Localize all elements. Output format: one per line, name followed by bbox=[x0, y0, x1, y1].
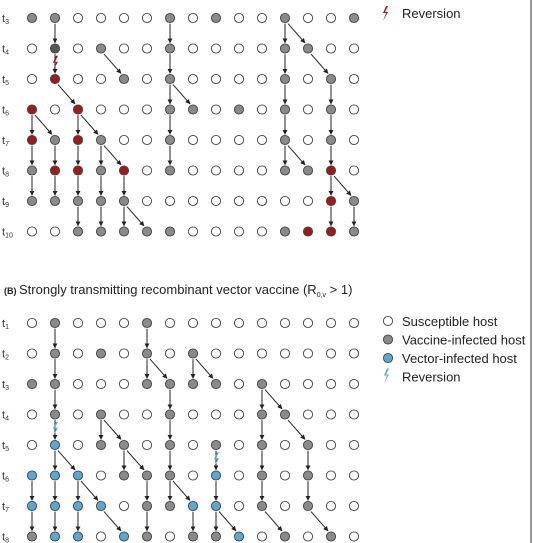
panel-a-host-node bbox=[96, 105, 105, 114]
panel-a-arrow bbox=[58, 85, 75, 104]
panel-a-row-label: t3 bbox=[2, 13, 9, 26]
panel-b-host-node bbox=[73, 471, 82, 480]
panel-a-host-node bbox=[50, 74, 59, 83]
panel-a-row-label: t7 bbox=[2, 135, 9, 148]
panel-b-host-node bbox=[349, 532, 358, 541]
panel-a-host-node bbox=[257, 196, 266, 205]
panel-b-host-node bbox=[257, 501, 266, 510]
panel-b-arrow bbox=[150, 359, 167, 378]
panel-a-host-node bbox=[27, 44, 36, 53]
panel-b-host-node bbox=[142, 532, 151, 541]
panel-a-host-node bbox=[349, 196, 358, 205]
panel-a-host-node bbox=[165, 44, 174, 53]
panel-b-arrow bbox=[104, 420, 121, 439]
panel-b-host-node bbox=[257, 349, 266, 358]
panel-b-arrow bbox=[265, 390, 282, 409]
panel-b-host-node bbox=[234, 379, 243, 388]
panel-b-host-node bbox=[234, 532, 243, 541]
panel-a-host-node bbox=[165, 74, 174, 83]
panel-b-legend-label: Susceptible host bbox=[402, 314, 498, 329]
panel-b-host-node bbox=[257, 471, 266, 480]
panel-b-host-node bbox=[188, 471, 197, 480]
panel-b-row-label: t2 bbox=[2, 348, 9, 362]
panel-a-host-node bbox=[326, 227, 335, 236]
panel-b-host-node bbox=[119, 440, 128, 449]
panel-b-host-node bbox=[119, 379, 128, 388]
panel-a-host-node bbox=[257, 227, 266, 236]
panel-a-host-node bbox=[188, 135, 197, 144]
panel-a-host-node bbox=[280, 196, 289, 205]
panel-b-host-node bbox=[211, 440, 220, 449]
panel-a-row-label: t5 bbox=[2, 74, 9, 87]
panel-b-host-node bbox=[211, 471, 220, 480]
panel-b-host-node bbox=[326, 410, 335, 419]
panel-b-arrow bbox=[311, 512, 328, 531]
panel-a-host-node bbox=[119, 135, 128, 144]
panel-a-host-node bbox=[50, 44, 59, 53]
panel-b-host-node bbox=[280, 318, 289, 327]
panel-b-host-node bbox=[303, 471, 312, 480]
panel-b-row-label: t1 bbox=[2, 318, 9, 331]
panel-b-host-node bbox=[165, 410, 174, 419]
panel-b-legend-swatch bbox=[383, 335, 392, 344]
panel-a-host-node bbox=[119, 166, 128, 175]
panel-b-host-node bbox=[211, 501, 220, 510]
panel-b-host-node bbox=[50, 532, 59, 541]
panel-b-host-node bbox=[73, 532, 82, 541]
panel-b-host-node bbox=[119, 532, 128, 541]
panel-a-host-node bbox=[211, 196, 220, 205]
panel-b-host-node bbox=[349, 379, 358, 388]
panel-a-arrow bbox=[104, 54, 121, 73]
panel-b-host-node bbox=[280, 471, 289, 480]
panel-b-legend-reversion-icon bbox=[384, 369, 389, 384]
panel-a-host-node bbox=[303, 196, 312, 205]
panel-a-host-node bbox=[303, 166, 312, 175]
panel-a-host-node bbox=[257, 74, 266, 83]
panel-b-legend-swatch bbox=[383, 353, 392, 362]
panel-b-host-node bbox=[326, 532, 335, 541]
panel-b-arrow bbox=[127, 451, 144, 470]
panel-a-host-node bbox=[234, 196, 243, 205]
panel-a-host-node bbox=[211, 166, 220, 175]
panel-b-host-node bbox=[73, 410, 82, 419]
panel-b-host-node bbox=[234, 501, 243, 510]
panel-a-host-node bbox=[27, 13, 36, 22]
panel-a-host-node bbox=[211, 74, 220, 83]
panel-b-row-label: t4 bbox=[2, 409, 9, 423]
panel-b-host-node bbox=[165, 349, 174, 358]
panel-b-legend-label: Vaccine-infected host bbox=[402, 332, 526, 348]
panel-a-host-node bbox=[73, 13, 82, 22]
panel-b-host-node bbox=[257, 318, 266, 327]
panel-a-host-node bbox=[326, 44, 335, 53]
panel-a-host-node bbox=[50, 196, 59, 205]
panel-b-host-node bbox=[165, 501, 174, 510]
panel-a-host-node bbox=[142, 227, 151, 236]
panel-a-host-node bbox=[165, 13, 174, 22]
panel-b-host-node bbox=[27, 440, 36, 449]
panel-a-legend-reversion-icon bbox=[383, 6, 388, 21]
panel-a-host-node bbox=[27, 196, 36, 205]
panel-a-host-node bbox=[234, 105, 243, 114]
panel-a-host-node bbox=[280, 166, 289, 175]
panel-a-arrow bbox=[334, 176, 351, 195]
panel-b-host-node bbox=[188, 379, 197, 388]
panel-b-host-node bbox=[73, 318, 82, 327]
panel-a-row-label: t4 bbox=[2, 43, 9, 57]
panel-b-host-node bbox=[326, 318, 335, 327]
panel-b-host-node bbox=[27, 471, 36, 480]
panel-a-host-node bbox=[211, 227, 220, 236]
panel-b-arrow bbox=[81, 481, 98, 500]
panel-b-host-node bbox=[303, 440, 312, 449]
panel-b-host-node bbox=[50, 410, 59, 419]
panel-b-host-node bbox=[165, 379, 174, 388]
panel-b-host-node bbox=[96, 501, 105, 510]
panel-b-host-node bbox=[234, 471, 243, 480]
panel-a-arrow bbox=[288, 24, 305, 43]
panel-b-host-node bbox=[234, 440, 243, 449]
panel-a-host-node bbox=[73, 135, 82, 144]
panel-b-host-node bbox=[326, 379, 335, 388]
panel-a-host-node bbox=[280, 13, 289, 22]
panel-a-host-node bbox=[96, 74, 105, 83]
panel-b-host-node bbox=[50, 349, 59, 358]
panel-b-host-node bbox=[349, 440, 358, 449]
panel-a-host-node bbox=[142, 74, 151, 83]
panel-a-host-node bbox=[27, 135, 36, 144]
panel-b-host-node bbox=[27, 318, 36, 327]
panel-b-host-node bbox=[326, 349, 335, 358]
panel-b-host-node bbox=[96, 349, 105, 358]
panel-a-host-node bbox=[257, 105, 266, 114]
panel-a-host-node bbox=[234, 135, 243, 144]
panel-a-host-node bbox=[326, 74, 335, 83]
panel-a-arrow bbox=[173, 85, 190, 104]
panel-a-host-node bbox=[50, 166, 59, 175]
panel-a-host-node bbox=[349, 44, 358, 53]
panel-a-host-node bbox=[96, 135, 105, 144]
panel-b-legend-label: Vector-infected host bbox=[402, 351, 517, 366]
panel-b-host-node bbox=[280, 501, 289, 510]
panel-b-host-node bbox=[234, 318, 243, 327]
panel-b-host-node bbox=[142, 410, 151, 419]
panel-b-host-node bbox=[211, 410, 220, 419]
panel-b-host-node bbox=[27, 379, 36, 388]
panel-a-host-node bbox=[27, 227, 36, 236]
panel-a-legend-reversion-label: Reversion bbox=[402, 6, 461, 21]
panel-b-host-node bbox=[96, 410, 105, 419]
panel-a-host-node bbox=[142, 13, 151, 22]
panel-b-host-node bbox=[280, 532, 289, 541]
panel-a-host-node bbox=[142, 196, 151, 205]
panel-b-host-node bbox=[188, 349, 197, 358]
panel-a-host-node bbox=[234, 166, 243, 175]
panel-a-host-node bbox=[165, 105, 174, 114]
panel-b-host-node bbox=[96, 379, 105, 388]
panel-b-host-node bbox=[50, 471, 59, 480]
panel-b-arrow bbox=[219, 512, 236, 531]
panel-a-host-node bbox=[119, 105, 128, 114]
panel-a-arrow bbox=[127, 207, 144, 226]
panel-b-host-node bbox=[27, 349, 36, 358]
panel-a-host-node bbox=[73, 74, 82, 83]
panel-b-host-node bbox=[303, 410, 312, 419]
panel-b-arrow bbox=[288, 420, 305, 439]
panel-a-host-node bbox=[73, 44, 82, 53]
panel-b-host-node bbox=[188, 318, 197, 327]
panel-b-row-label: t6 bbox=[2, 470, 9, 484]
panel-b-host-node bbox=[349, 349, 358, 358]
panel-b-host-node bbox=[142, 349, 151, 358]
panel-a-host-node bbox=[234, 13, 243, 22]
panel-b-host-node bbox=[349, 471, 358, 480]
panel-a-host-node bbox=[234, 44, 243, 53]
panel-b-host-node bbox=[27, 410, 36, 419]
panel-a-host-node bbox=[349, 227, 358, 236]
panel-a-host-node bbox=[211, 135, 220, 144]
panel-a-host-node bbox=[234, 227, 243, 236]
panel-b-row-label: t5 bbox=[2, 440, 9, 453]
panel-a-host-node bbox=[96, 44, 105, 53]
panel-b-host-node bbox=[234, 410, 243, 419]
panel-b-host-node bbox=[165, 318, 174, 327]
panel-a-host-node bbox=[280, 44, 289, 53]
panel-b-host-node bbox=[211, 349, 220, 358]
panel-a-host-node bbox=[96, 166, 105, 175]
panel-a-host-node bbox=[96, 13, 105, 22]
panel-a-host-node bbox=[257, 166, 266, 175]
panel-a-host-node bbox=[119, 74, 128, 83]
panel-b-host-node bbox=[96, 532, 105, 541]
panel-a-host-node bbox=[326, 105, 335, 114]
panel-b-host-node bbox=[234, 349, 243, 358]
panel-a-host-node bbox=[349, 74, 358, 83]
panel-b-host-node bbox=[73, 440, 82, 449]
panel-a-host-node bbox=[188, 44, 197, 53]
panel-a-host-node bbox=[326, 13, 335, 22]
panel-a-host-node bbox=[165, 227, 174, 236]
panel-b-host-node bbox=[303, 349, 312, 358]
panel-b-host-node bbox=[142, 471, 151, 480]
panel-a-host-node bbox=[73, 227, 82, 236]
panel-a-host-node bbox=[188, 13, 197, 22]
panel-b-arrow bbox=[265, 512, 282, 531]
panel-b-host-node bbox=[303, 379, 312, 388]
panel-a-arrow bbox=[104, 146, 121, 165]
panel-a-arrow bbox=[35, 115, 52, 134]
panel-a-host-node bbox=[257, 13, 266, 22]
panel-b-host-node bbox=[326, 440, 335, 449]
panel-a-host-node bbox=[142, 166, 151, 175]
panel-b-row-label: t7 bbox=[2, 501, 9, 514]
panel-b-host-node bbox=[142, 318, 151, 327]
panel-a-host-node bbox=[188, 196, 197, 205]
panel-b-host-node bbox=[257, 410, 266, 419]
panel-b-host-node bbox=[211, 532, 220, 541]
panel-a-host-node bbox=[326, 166, 335, 175]
panel-b-host-node bbox=[165, 471, 174, 480]
panel-b-host-node bbox=[326, 501, 335, 510]
panel-a-host-node bbox=[27, 105, 36, 114]
panel-a-host-node bbox=[188, 227, 197, 236]
panel-b-row-label: t8 bbox=[2, 531, 9, 543]
panel-a-host-node bbox=[234, 74, 243, 83]
panel-b-host-node bbox=[211, 318, 220, 327]
panel-b-host-node bbox=[96, 440, 105, 449]
panel-b-host-node bbox=[303, 501, 312, 510]
panel-a-host-node bbox=[303, 44, 312, 53]
panel-b-host-node bbox=[119, 318, 128, 327]
panel-a-host-node bbox=[50, 105, 59, 114]
panel-a-host-node bbox=[303, 13, 312, 22]
panel-a-host-node bbox=[280, 227, 289, 236]
panel-b-host-node bbox=[280, 440, 289, 449]
panel-a-arrow bbox=[311, 54, 328, 73]
panel-a-host-node bbox=[165, 196, 174, 205]
panel-b-host-node bbox=[326, 471, 335, 480]
panel-b-arrow bbox=[173, 481, 190, 500]
panel-a-host-node bbox=[142, 135, 151, 144]
panel-b-host-node bbox=[96, 471, 105, 480]
panel-b-host-node bbox=[257, 532, 266, 541]
panel-b-legend-swatch bbox=[383, 316, 392, 325]
panel-b-host-node bbox=[96, 318, 105, 327]
panel-b-host-node bbox=[280, 410, 289, 419]
panel-b-host-node bbox=[142, 501, 151, 510]
panel-b-host-node bbox=[188, 440, 197, 449]
panel-a-host-node bbox=[280, 74, 289, 83]
panel-a-host-node bbox=[119, 13, 128, 22]
panel-b-host-node bbox=[119, 410, 128, 419]
panel-a-host-node bbox=[211, 105, 220, 114]
panel-b-host-node bbox=[142, 379, 151, 388]
panel-a-host-node bbox=[280, 135, 289, 144]
panel-a-host-node bbox=[211, 44, 220, 53]
panel-a-host-node bbox=[119, 196, 128, 205]
panel-b-host-node bbox=[257, 440, 266, 449]
panel-a-host-node bbox=[96, 227, 105, 236]
panel-a-host-node bbox=[27, 74, 36, 83]
panel-a-host-node bbox=[349, 105, 358, 114]
panel-a-host-node bbox=[165, 135, 174, 144]
panel-a-host-node bbox=[257, 135, 266, 144]
panel-b-host-node bbox=[349, 410, 358, 419]
panel-b-host-node bbox=[119, 349, 128, 358]
panel-a-host-node bbox=[73, 105, 82, 114]
panel-b-host-node bbox=[188, 501, 197, 510]
panel-b-arrow bbox=[196, 359, 213, 378]
panel-b-host-node bbox=[280, 379, 289, 388]
panel-b-host-node bbox=[257, 379, 266, 388]
panel-b-host-node bbox=[50, 379, 59, 388]
panel-a-host-node bbox=[303, 74, 312, 83]
panel-b-host-node bbox=[73, 379, 82, 388]
panel-a-host-node bbox=[165, 166, 174, 175]
panel-a-host-node bbox=[326, 135, 335, 144]
panel-a-host-node bbox=[188, 74, 197, 83]
panel-b-host-node bbox=[188, 532, 197, 541]
panel-b-host-node bbox=[119, 471, 128, 480]
panel-a-host-node bbox=[188, 166, 197, 175]
panel-b-host-node bbox=[73, 349, 82, 358]
panel-a-host-node bbox=[119, 227, 128, 236]
panel-a-host-node bbox=[50, 13, 59, 22]
panel-b-host-node bbox=[50, 318, 59, 327]
panel-a-host-node bbox=[119, 44, 128, 53]
panel-a-host-node bbox=[211, 13, 220, 22]
panel-a-host-node bbox=[142, 105, 151, 114]
panel-b-legend-label: Reversion bbox=[402, 369, 461, 385]
panel-b-host-node bbox=[119, 501, 128, 510]
panel-b-host-node bbox=[349, 501, 358, 510]
panel-a-host-node bbox=[303, 227, 312, 236]
panel-b-arrow bbox=[58, 451, 75, 470]
panel-a-host-node bbox=[73, 166, 82, 175]
panel-b-host-node bbox=[27, 532, 36, 541]
panel-a-host-node bbox=[27, 166, 36, 175]
panel-b-host-node bbox=[142, 440, 151, 449]
panel-a-host-node bbox=[50, 227, 59, 236]
panel-a-host-node bbox=[303, 135, 312, 144]
panel-a-row-label: t9 bbox=[2, 196, 9, 209]
panel-a-host-node bbox=[303, 105, 312, 114]
panel-a-host-node bbox=[349, 166, 358, 175]
panel-a-arrow bbox=[81, 115, 98, 134]
panel-b-host-node bbox=[165, 532, 174, 541]
panel-b-host-node bbox=[349, 318, 358, 327]
panel-b-title: (B) Strongly transmitting recombinant vector vaccine $(R_{0,v} > 1)$ bbox=[4, 282, 353, 299]
panel-b-host-node bbox=[188, 410, 197, 419]
panel-b-host-node bbox=[165, 440, 174, 449]
panel-b-arrow bbox=[104, 512, 121, 531]
panel-a-row-label: t10 bbox=[2, 226, 13, 240]
panel-a-host-node bbox=[73, 196, 82, 205]
panel-a-host-node bbox=[50, 135, 59, 144]
panel-a-host-node bbox=[349, 13, 358, 22]
panel-b-host-node bbox=[303, 318, 312, 327]
panel-b-host-node bbox=[280, 349, 289, 358]
panel-a-host-node bbox=[188, 105, 197, 114]
panel-b-row-label: t3 bbox=[2, 379, 9, 392]
panel-a-arrow bbox=[288, 146, 305, 165]
panel-a-host-node bbox=[142, 44, 151, 53]
panel-a-host-node bbox=[326, 196, 335, 205]
panel-a-host-node bbox=[349, 135, 358, 144]
panel-a-row-label: t6 bbox=[2, 104, 9, 118]
panel-b-host-node bbox=[303, 532, 312, 541]
panel-a-host-node bbox=[257, 44, 266, 53]
panel-b-host-node bbox=[50, 440, 59, 449]
panel-a-host-node bbox=[96, 196, 105, 205]
panel-b-host-node bbox=[50, 501, 59, 510]
panel-a-row-label: t8 bbox=[2, 165, 9, 179]
panel-b-host-node bbox=[73, 501, 82, 510]
panel-a-host-node bbox=[280, 105, 289, 114]
panel-b-host-node bbox=[27, 501, 36, 510]
panel-b-host-node bbox=[211, 379, 220, 388]
